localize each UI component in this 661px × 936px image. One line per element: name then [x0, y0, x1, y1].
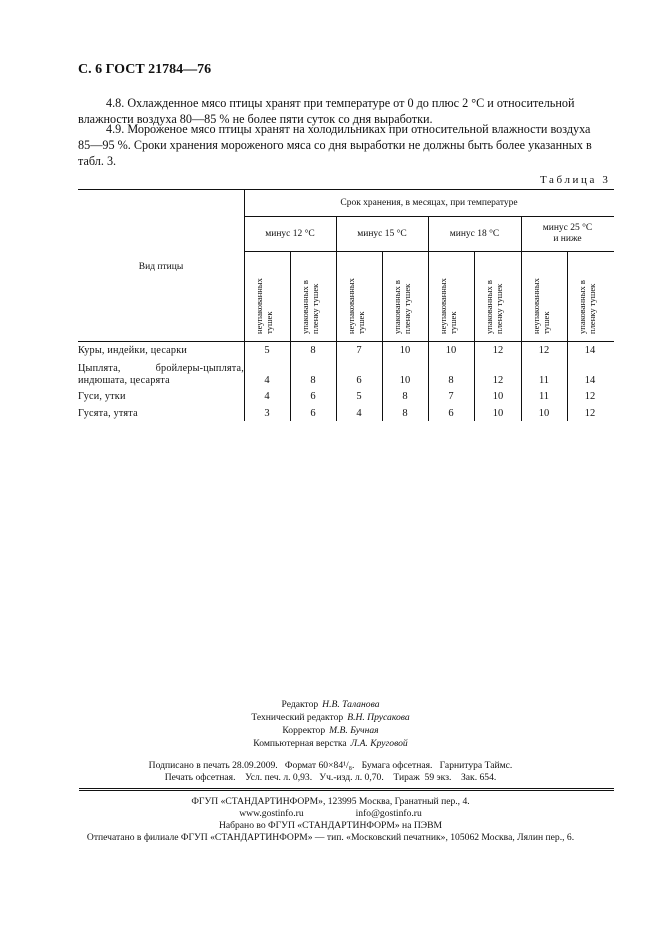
subheader-unpacked: неупакованных тушек [254, 278, 274, 334]
subheader-unpacked: неупакованных тушек [346, 278, 366, 334]
table-cell: 10 [399, 345, 411, 356]
row-name: Куры, индейки, цесарки [78, 345, 188, 356]
table-rule [521, 216, 522, 421]
table-cell: 7 [448, 391, 454, 402]
imprint-sign-line: Подписано в печать 28.09.2009. Формат 60×84¹/₈. Бумага офсетная. Гарнитура Таймс. [148, 760, 513, 771]
table-rule [428, 216, 429, 421]
table-cell: 12 [584, 391, 596, 402]
subheader-unpacked: неупакованных тушек [531, 278, 551, 334]
imprint-printed: Отпечатано в филиале ФГУП «СТАНДАРТИНФОРМ» — тип. «Московский печатник», 105062 Москва, Лялин пер., 6. [86, 832, 575, 843]
row-name: Гусята, утята [78, 408, 138, 419]
table-cell: 4 [264, 375, 270, 386]
table-cell: 14 [584, 345, 596, 356]
table-rule [244, 216, 614, 217]
table-cell: 11 [538, 391, 550, 402]
paragraph-line: влажности воздуха 80—85 % не более пяти суток со дня выработки. [78, 112, 433, 126]
table-rule [474, 251, 475, 421]
imprint-label: Компьютерная верстка [253, 738, 347, 749]
table-cell: 8 [310, 345, 316, 356]
row-name [78, 363, 244, 387]
row-name-line: индюшата, цесарята [78, 375, 170, 386]
table-rule [244, 189, 245, 421]
table-cell: 8 [402, 408, 408, 419]
paragraph-4-9 [78, 121, 614, 169]
temp-header-line: и ниже [553, 234, 582, 244]
imprint-publisher: ФГУП «СТАНДАРТИНФОРМ», 123995 Москва, Гранатный пер., 4. [191, 796, 470, 807]
table-rule [78, 189, 614, 190]
imprint-label: Редактор [281, 699, 319, 710]
imprint-person: М.В. Бучная [329, 725, 379, 736]
imprint-divider [79, 788, 614, 789]
imprint-person: Н.В. Таланова [322, 699, 380, 710]
imprint-label: Корректор [282, 725, 326, 736]
table-rule [244, 251, 614, 252]
table-cell: 10 [445, 345, 457, 356]
table-rule [382, 251, 383, 421]
storage-table [78, 189, 614, 421]
row-name-line: Цыплята, бройлеры-цыплята, [78, 363, 244, 374]
imprint-layout [0, 737, 661, 750]
table-cell: 6 [310, 391, 316, 402]
subheader-packed: упакованных в пленку тушек [392, 280, 412, 334]
table-rule [78, 341, 614, 342]
table-cell: 12 [492, 345, 504, 356]
subheader-unpacked: неупакованных тушек [438, 278, 458, 334]
table-caption: Таблица 3 [540, 174, 611, 186]
row-name: Гуси, утки [78, 391, 126, 402]
table-cell: 3 [264, 408, 270, 419]
imprint-corrector [0, 724, 661, 737]
table-cell: 8 [402, 391, 408, 402]
stub-header: Вид птицы [138, 262, 184, 272]
table-cell: 10 [492, 408, 504, 419]
table-cell: 12 [492, 375, 504, 386]
imprint-email: info@gostinfo.ru [355, 808, 422, 819]
table-cell: 7 [356, 345, 362, 356]
temp-header: минус 15 °С [357, 229, 407, 239]
temp-header-line: минус 25 °С [542, 223, 593, 233]
temp-header: минус 18 °С [449, 229, 500, 239]
imprint-person: В.Н. Прусакова [347, 712, 410, 723]
page-header: С. 6 ГОСТ 21784—76 [78, 62, 212, 77]
paragraph-line: табл. 3. [78, 154, 117, 168]
imprint-website: www.gostinfo.ru [239, 808, 304, 819]
paragraph-line: 4.8. Охлажденное мясо птицы хранят при температуре от 0 до плюс 2 °С и относительной [106, 96, 575, 110]
paragraph-line: 85—95 %. Сроки хранения мороженого мяса со дня выработки не должны быть более указанных в [78, 138, 592, 152]
table-cell: 12 [538, 345, 550, 356]
table-cell: 6 [356, 375, 362, 386]
table-cell: 4 [356, 408, 362, 419]
imprint-divider [79, 790, 614, 791]
temp-header: минус 12 °С [265, 229, 315, 239]
group-header: Срок хранения, в месяцах, при температуре [340, 198, 518, 208]
table-cell: 11 [538, 375, 550, 386]
table-cell: 12 [584, 408, 596, 419]
imprint-editor [0, 698, 661, 711]
table-cell: 10 [492, 391, 504, 402]
subheader-packed: упакованных в пленку тушек [484, 280, 504, 334]
table-cell: 14 [584, 375, 596, 386]
imprint-person: Л.А. Круговой [350, 738, 408, 749]
table-cell: 6 [310, 408, 316, 419]
table-cell: 5 [264, 345, 270, 356]
imprint-typeset: Набрано во ФГУП «СТАНДАРТИНФОРМ» на ПЭВМ [218, 820, 443, 831]
imprint-tech-editor [0, 711, 661, 724]
table-cell: 5 [356, 391, 362, 402]
subheader-packed: упакованных в пленку тушек [300, 280, 320, 334]
table-cell: 8 [310, 375, 316, 386]
table-cell: 4 [264, 391, 270, 402]
imprint-sign-line: Печать офсетная. Усл. печ. л. 0,93. Уч.-изд. л. 0,70. Тираж 59 экз. Зак. 654. [164, 772, 497, 783]
table-rule [567, 251, 568, 421]
table-cell: 10 [399, 375, 411, 386]
temp-header [521, 223, 614, 245]
subheader-packed: упакованных в пленку тушек [577, 280, 597, 334]
table-cell: 8 [448, 375, 454, 386]
table-cell: 10 [538, 408, 550, 419]
table-cell: 6 [448, 408, 454, 419]
imprint-label: Технический редактор [251, 712, 344, 723]
table-rule [290, 251, 291, 421]
paragraph-line: 4.9. Мороженое мясо птицы хранят на холодильниках при относительной влажности воздуха [106, 122, 591, 136]
table-rule [336, 216, 337, 421]
